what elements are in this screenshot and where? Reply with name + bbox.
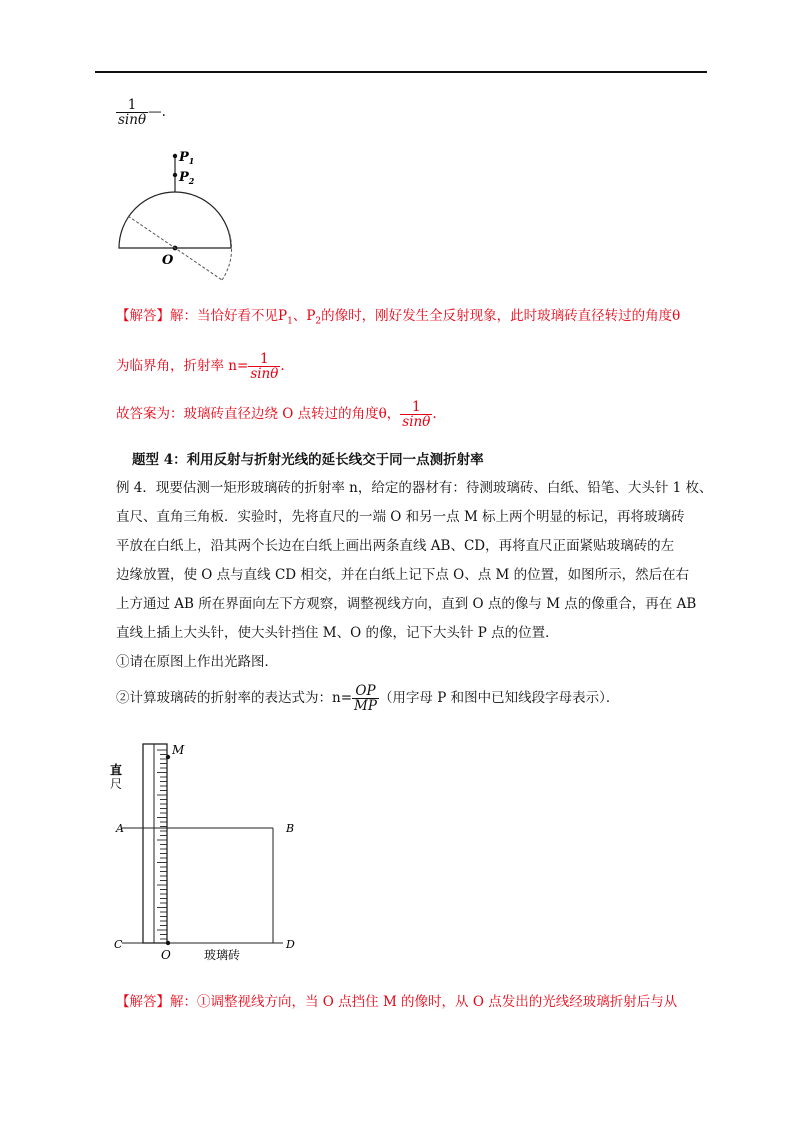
semicircle-figure: [110, 148, 240, 293]
label-p1: $P_1$: [179, 150, 195, 166]
label-p2: $P_2$: [179, 170, 195, 186]
example-line-1: 例 4．现要估测一矩形玻璃砖的折射率 n，给定的器材有：待测玻璃砖、白纸、铅笔、大头针 1 枚、: [116, 480, 713, 496]
label-b: B: [286, 822, 295, 835]
label-d: D: [286, 938, 295, 951]
glass-label: 玻璃砖: [204, 948, 241, 962]
question-1: ①请在原图上作出光路图．: [116, 654, 278, 670]
example-line-3: 平放在白纸上，沿其两个长边在白纸上画出两条直线 AB、CD，再将直尺正面紧贴玻璃砖的左: [116, 538, 675, 554]
example-line-6: 直线上插上大头针，使大头针挡住 M、O 的像，记下大头针 P 点的位置．: [116, 625, 559, 641]
top-fraction-expression: $\frac{1}{\sin\theta}$ —.: [118, 97, 166, 129]
refraction-fraction: $\frac{OP}{MP}$: [354, 683, 377, 715]
ruler-label-2: 尺: [110, 777, 123, 791]
answer2-line: 【解答】解：①调整视线方向，当 O 点挡住 M 的像时，从 O 点发出的光线经玻璃折射后与从: [116, 994, 678, 1010]
label-m: M: [172, 743, 185, 757]
example-line-2: 直尺、直角三角板．实验时，先将直尺的一端 O 和另一点 M 标上两个明显的标记，再将玻璃砖: [116, 509, 685, 525]
ruler-glass-figure: [108, 740, 308, 965]
question-2: ②计算玻璃砖的折射率的表达式为：n= $\frac{OP}{MP}$ （用字母 P 和图中已知线段字母表示）．: [116, 683, 620, 715]
header-rule: [95, 71, 707, 73]
ruler-label-1: 直: [110, 763, 123, 777]
example-line-4: 边缘放置，使 O 点与直线 CD 相交，并在白纸上记下点 O、点 M 的位置，如图所示，然后在右: [116, 567, 690, 583]
label-o2: O: [161, 948, 171, 962]
label-a: A: [116, 822, 124, 835]
answer1-line1: 【解答】解：当恰好看不见$P_1$、$P_2$的像时，刚好发生全反射现象，此时玻璃砖直径转过的角度θ: [116, 308, 681, 327]
answer1-line2: 为临界角，折射率 n= $\frac{1}{\sin\theta}$ .: [116, 351, 285, 383]
answer1-line3: 故答案为：玻璃砖直径边绕 O 点转过的角度θ， $\frac{1}{\sin\theta}$ .: [116, 399, 437, 431]
section-heading: 题型 4：利用反射与折射光线的延长线交于同一点测折射率: [132, 452, 484, 468]
label-c: C: [114, 938, 123, 951]
example-line-5: 上方通过 AB 所在界面向左下方观察，调整视线方向，直到 O 点的像与 M 点的像重合，再在 AB: [116, 596, 697, 612]
answer1-fraction: $\frac{1}{\sin\theta}$: [250, 351, 279, 383]
answer1-fraction-2: $\frac{1}{\sin\theta}$: [402, 399, 431, 431]
fraction-one-over-sin-theta: $\frac{1}{\sin\theta}$: [118, 97, 147, 129]
label-o: O: [162, 253, 174, 268]
